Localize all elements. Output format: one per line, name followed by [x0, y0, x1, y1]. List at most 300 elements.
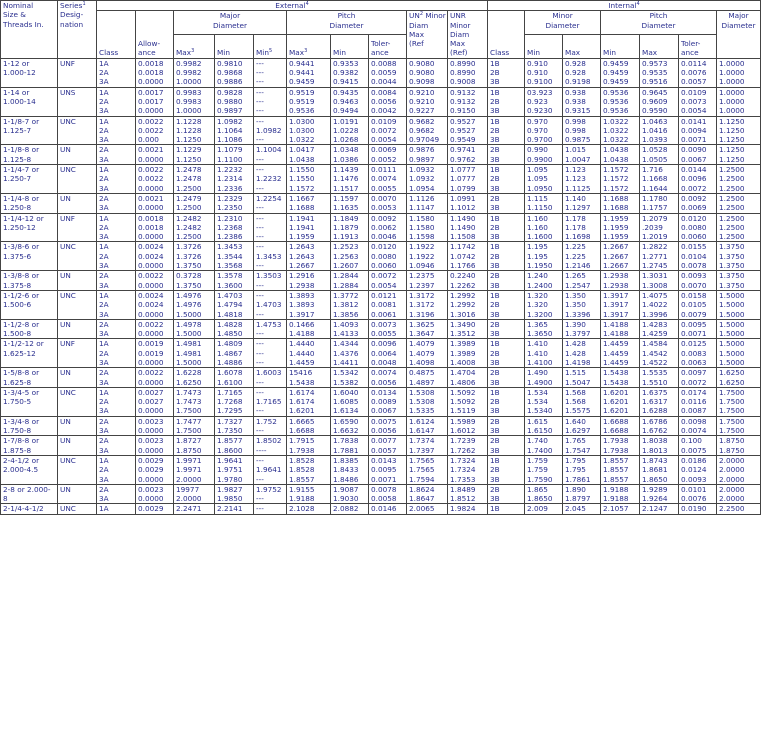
- cell-series: UN: [58, 193, 97, 213]
- cell-ext-tolerance: 0.0069 0.0052: [369, 145, 407, 165]
- cell-ext-major-min5: ---: [254, 504, 287, 514]
- cell-nominal-size: 2-4-1/2 or 2.000-4.5: [1, 455, 58, 484]
- cell-int-tolerance: 0.100 0.0075: [679, 436, 717, 456]
- cell-ext-major-max: 1.2479 1.2500: [174, 193, 215, 213]
- cell-un-minor-max: 1.4079 1.4079 1.4098: [407, 339, 448, 368]
- cell-int-tolerance: 0.0098 0.0074: [679, 416, 717, 436]
- cell-series: UNC: [58, 504, 97, 514]
- cell-ext-pitch-min: 1.2844 1.2884: [331, 271, 369, 291]
- cell-ext-major-min: 2.2141: [215, 504, 254, 514]
- cell-int-minor-min: 1.490 1.4900: [525, 368, 563, 388]
- cell-ext-class: 2A 3A: [97, 319, 136, 339]
- cell-series: UN: [58, 271, 97, 291]
- header-internal-sup: 4: [636, 1, 640, 7]
- table-row: [1, 455, 761, 484]
- cell-int-pitch-max: 1.0528 1.0505: [640, 145, 679, 165]
- cell-ext-major-min5: 1.6003 ---: [254, 368, 287, 388]
- cell-int-pitch-min: 1.4459 1.4459 1.4459: [601, 339, 640, 368]
- cell-nominal-size: 1-1/8-8 or 1.125-8: [1, 145, 58, 165]
- header-ext-major-max-sup: 3: [191, 48, 195, 55]
- cell-nominal-size: 1-1/2-8 or 1.500-8: [1, 319, 58, 339]
- cell-int-pitch-max: 1.4075 1.4022 1.3996: [640, 290, 679, 319]
- header-int-minor-min: Min: [525, 35, 563, 59]
- header-int-class: Class: [488, 35, 525, 59]
- cell-ext-tolerance: 0.0143 0.0095 0.0071: [369, 455, 407, 484]
- header-ext-pitch-max: [287, 35, 331, 59]
- cell-int-minor-min: 1.240 1.2400: [525, 271, 563, 291]
- cell-int-minor-max: 1.015 1.0047: [563, 145, 601, 165]
- header-ext-major-min: Min: [215, 35, 254, 59]
- cell-int-major-min: 1.0000 1.0000 1.0000: [717, 58, 761, 87]
- cell-int-tolerance: 0.0109 0.0073 0.0054: [679, 87, 717, 116]
- cell-int-pitch-min: 1.0322 1.0322 1.0322: [601, 116, 640, 145]
- cell-int-tolerance: 0.0093 0.0070: [679, 271, 717, 291]
- header-un-minor-b: Minor Diam Max (Ref: [409, 11, 446, 49]
- cell-ext-pitch-min: 0.9353 0.9382 0.9415: [331, 58, 369, 87]
- cell-ext-pitch-min: 1.3772 1.3812 1.3856: [331, 290, 369, 319]
- cell-int-pitch-max: 1.3031 1.3008: [640, 271, 679, 291]
- cell-nominal-size: 1-12 or 1.000-12: [1, 58, 58, 87]
- cell-int-tolerance: 0.0114 0.0076 0.0057: [679, 58, 717, 87]
- cell-unr-minor-max: 0.2240 1.2262: [448, 271, 488, 291]
- cell-int-minor-min: 1.410 1.410 1.4100: [525, 339, 563, 368]
- cell-int-pitch-min: 0.9536 0.9536 0.9536: [601, 87, 640, 116]
- cell-int-pitch-max: 1.8743 1.8681 1.8650: [640, 455, 679, 484]
- cell-ext-allowance: 0.0018 0.0018 0.0000: [136, 58, 174, 87]
- cell-nominal-size: 1-3/4-8 or 1.750-8: [1, 416, 58, 436]
- cell-ext-major-min5: --- 1.9641 ---: [254, 455, 287, 484]
- header-int-class-spacer: [488, 11, 525, 35]
- header-series-label: Series: [60, 1, 83, 10]
- cell-int-class: 2B 3B: [488, 145, 525, 165]
- cell-int-tolerance: 0.0141 0.0094 0.0071: [679, 116, 717, 145]
- cell-int-minor-min: 1.534 1.534 1.5340: [525, 387, 563, 416]
- cell-ext-allowance: 0.0022 0.0000: [136, 271, 174, 291]
- cell-ext-major-min: 1.2232 1.2314 1.2336: [215, 165, 254, 194]
- cell-ext-major-min5: 1.1004 ---: [254, 145, 287, 165]
- cell-ext-allowance: 0.0019 0.0019 0.0000: [136, 339, 174, 368]
- cell-nominal-size: 1-5/8-8 or 1.625-8: [1, 368, 58, 388]
- cell-int-pitch-min: 1.0438 1.0438: [601, 145, 640, 165]
- cell-unr-minor-max: 1.0777 1.0777 1.0799: [448, 165, 488, 194]
- cell-int-major-min: 1.7500 1.7500: [717, 416, 761, 436]
- header-int-tolerance: Toler- ance: [679, 35, 717, 59]
- cell-int-minor-max: 1.225 1.225 1.2146: [563, 242, 601, 271]
- cell-ext-class: 1A 2A 3A: [97, 58, 136, 87]
- header-external-sup: 4: [305, 1, 309, 7]
- cell-un-minor-max: 1.5308 1.5308 1.5335: [407, 387, 448, 416]
- cell-series: UNF: [58, 339, 97, 368]
- cell-ext-pitch-min: 1.1849 1.1879 1.1913: [331, 213, 369, 242]
- cell-nominal-size: 1-1/4-8 or 1.250-8: [1, 193, 58, 213]
- cell-int-pitch-max: 2.1247: [640, 504, 679, 514]
- cell-int-minor-min: 0.910 0.910 0.9100: [525, 58, 563, 87]
- cell-nominal-size: 1-1/2-12 or 1.625-12: [1, 339, 58, 368]
- header-ext-class: Class: [97, 35, 136, 59]
- cell-int-pitch-max: 1.6375 1.6317 1.6288: [640, 387, 679, 416]
- cell-un-minor-max: 0.9682 0.9682 0.97049: [407, 116, 448, 145]
- cell-int-major-min: 1.0000 1.0000 1.0000: [717, 87, 761, 116]
- cell-ext-pitch-max: 1.0417 1.0438: [287, 145, 331, 165]
- cell-int-minor-max: 0.938 0.938 0.9315: [563, 87, 601, 116]
- cell-un-minor-max: 1.1580 1.1580 1.1598: [407, 213, 448, 242]
- cell-ext-tolerance: 0.0092 0.0062 0.0046: [369, 213, 407, 242]
- cell-ext-major-min5: --- --- ---: [254, 339, 287, 368]
- table-body: [1, 58, 761, 514]
- cell-ext-tolerance: 0.0120 0.0080 0.0060: [369, 242, 407, 271]
- cell-ext-pitch-max: 1.1550 1.1550 1.1572: [287, 165, 331, 194]
- cell-int-minor-min: 1.195 1.195 1.1950: [525, 242, 563, 271]
- cell-int-minor-min: 2.009: [525, 504, 563, 514]
- cell-int-pitch-min: 1.8557 1.8557 1.8557: [601, 455, 640, 484]
- cell-int-major-min: 1.3750 1.3750: [717, 271, 761, 291]
- cell-int-pitch-max: 1.8038 1.8013: [640, 436, 679, 456]
- table-row: [1, 387, 761, 416]
- cell-ext-major-min5: --- 1.3453 ---: [254, 242, 287, 271]
- header-internal-label: Internal: [608, 1, 637, 10]
- cell-ext-major-min5: 1.3503 ---: [254, 271, 287, 291]
- cell-ext-class: 2A 3A: [97, 368, 136, 388]
- header-ext-major-min5-sup: 5: [268, 48, 273, 55]
- cell-un-minor-max: 0.9080 0.9080 0.9098: [407, 58, 448, 87]
- cell-int-class: 1B 2B 3B: [488, 242, 525, 271]
- cell-ext-major-min: 1.3453 1.3544 1.3568: [215, 242, 254, 271]
- cell-int-class: 1B: [488, 504, 525, 514]
- cell-series: UN: [58, 416, 97, 436]
- header-ext-tolerance: Toler- ance: [369, 35, 407, 59]
- cell-int-class: 1B 2B 3B: [488, 58, 525, 87]
- cell-int-minor-min: 1.320 1.320 1.3200: [525, 290, 563, 319]
- cell-int-pitch-max: 0.9573 0.9535 0.9516: [640, 58, 679, 87]
- cell-ext-allowance: 0.0023 0.0000: [136, 436, 174, 456]
- cell-ext-major-min: 0.9828 0.9880 0.9897: [215, 87, 254, 116]
- header-un-minor: [407, 11, 448, 58]
- table-row: [1, 504, 761, 514]
- cell-ext-major-min5: --- --- ---: [254, 213, 287, 242]
- table-row: [1, 339, 761, 368]
- cell-un-minor-max: 0.4875 1.4897: [407, 368, 448, 388]
- cell-ext-major-min: 1.8577 1.8600: [215, 436, 254, 456]
- cell-ext-class: 1A 2A 3A: [97, 387, 136, 416]
- header-int-major-diameter: Major Diameter: [717, 11, 761, 58]
- header-ext-class-spacer: [97, 11, 136, 35]
- cell-ext-pitch-max: 1.1941 1.1941 1.1959: [287, 213, 331, 242]
- cell-ext-major-min: 1.1079 1.1100: [215, 145, 254, 165]
- cell-ext-major-min5: 1.9752 ---: [254, 484, 287, 504]
- cell-ext-tolerance: 0.0146: [369, 504, 407, 514]
- cell-ext-allowance: 0.0022 0.0022 0.000: [136, 116, 174, 145]
- cell-ext-pitch-max: 1.1667 1.1688: [287, 193, 331, 213]
- cell-int-class: 1B 2B 3B: [488, 213, 525, 242]
- cell-int-major-min: 2.0000 2.0000 2.0000: [717, 455, 761, 484]
- header-ext-major-min5-label: Min: [256, 48, 269, 58]
- cell-int-minor-max: 1.515 1.5047: [563, 368, 601, 388]
- cell-ext-pitch-max: 15416 1.5438: [287, 368, 331, 388]
- cell-ext-pitch-min: 1.6040 1.6085 1.6134: [331, 387, 369, 416]
- cell-ext-class: 2A 3A: [97, 145, 136, 165]
- header-ext-pitch-max-sup: 3: [304, 48, 308, 55]
- cell-ext-allowance: 0.0023 0.0000: [136, 484, 174, 504]
- header-ext-major-max-label: Max: [176, 48, 192, 58]
- cell-ext-pitch-min: 1.7838 1.7881: [331, 436, 369, 456]
- table-row: [1, 416, 761, 436]
- cell-ext-major-min5: 1.752 ---: [254, 416, 287, 436]
- cell-series: UNF: [58, 58, 97, 87]
- cell-ext-pitch-max: 0.9441 0.9441 0.9459: [287, 58, 331, 87]
- cell-int-pitch-min: 1.7938 1.7938: [601, 436, 640, 456]
- cell-ext-class: 1A 2A 3A: [97, 165, 136, 194]
- cell-int-major-min: 1.3750 1.3750 1.3750: [717, 242, 761, 271]
- cell-int-class: 1B 2B 3B: [488, 455, 525, 484]
- header-int-minor-max: Max: [563, 35, 601, 59]
- header-ext-pitch-max-label: Max: [289, 48, 305, 58]
- cell-ext-allowance: 0.0018 0.0018 0.0000: [136, 213, 174, 242]
- cell-series: UNC: [58, 242, 97, 271]
- header-external: [97, 1, 488, 11]
- cell-int-minor-max: 1.890 1.8797: [563, 484, 601, 504]
- cell-series: UNS: [58, 87, 97, 116]
- cell-ext-pitch-min: 1.6590 1.6632: [331, 416, 369, 436]
- cell-int-major-min: 1.1250 1.1250: [717, 145, 761, 165]
- cell-series: UN: [58, 368, 97, 388]
- cell-ext-major-max: 19977 2.0000: [174, 484, 215, 504]
- cell-int-class: 2B 3B: [488, 319, 525, 339]
- cell-ext-major-min: 1.2329 1.2350: [215, 193, 254, 213]
- cell-int-pitch-min: 1.6201 1.6201 1.6201: [601, 387, 640, 416]
- cell-nominal-size: 1-3/8-8 or 1.375-8: [1, 271, 58, 291]
- cell-nominal-size: 2-1/4-4-1/2: [1, 504, 58, 514]
- cell-ext-class: 2A 3A: [97, 193, 136, 213]
- cell-int-pitch-min: 1.4188 1.4188: [601, 319, 640, 339]
- header-ext-allow-spacer: [136, 11, 174, 35]
- header-external-label: External: [275, 1, 306, 10]
- cell-ext-major-max: 0.3728 1.3750: [174, 271, 215, 291]
- header-ext-pitch-diameter: Pitch Diameter: [287, 11, 407, 35]
- cell-nominal-size: 1-3/8-6 or 1.375-6: [1, 242, 58, 271]
- cell-ext-major-max: 1.9971 1.9971 2.0000: [174, 455, 215, 484]
- cell-ext-major-max: 1.7473 1.7473 1.7500: [174, 387, 215, 416]
- header-nominal-size: Nominal Size & Threads In.: [1, 1, 58, 59]
- cell-ext-pitch-min: 1.4344 1.4376 1.4411: [331, 339, 369, 368]
- cell-int-class: 1B 2B 3B: [488, 339, 525, 368]
- cell-series: UNF: [58, 213, 97, 242]
- cell-ext-allowance: 0.0024 0.0024 0.0000: [136, 242, 174, 271]
- table-row: [1, 484, 761, 504]
- cell-int-class: 1B 2B 3B: [488, 116, 525, 145]
- cell-ext-major-max: 2.2471: [174, 504, 215, 514]
- cell-ext-pitch-min: 1.9087 1.9030: [331, 484, 369, 504]
- cell-nominal-size: 1-1/4-12 or 1.250-12: [1, 213, 58, 242]
- cell-nominal-size: 1-1/8-7 or 1.125-7: [1, 116, 58, 145]
- cell-int-pitch-max: 1.716 1.1668 1.1644: [640, 165, 679, 194]
- cell-int-pitch-max: 1.1780 1.1757: [640, 193, 679, 213]
- cell-ext-major-min: 1.7165 1.7268 1.7295: [215, 387, 254, 416]
- cell-int-pitch-min: 1.2938 1.2938: [601, 271, 640, 291]
- cell-int-tolerance: 0.0174 0.0116 0.0087: [679, 387, 717, 416]
- cell-int-major-min: 1.2500 1.2500 1.2500: [717, 213, 761, 242]
- header-ext-major-diameter: Major Diameter: [174, 11, 287, 35]
- cell-int-major-min: 1.1250 1.1250 1.1250: [717, 116, 761, 145]
- cell-ext-major-max: 1.3726 1.3726 1.3750: [174, 242, 215, 271]
- header-series-sup: 1: [82, 1, 86, 7]
- cell-unr-minor-max: 0.9741 0.9762: [448, 145, 488, 165]
- cell-int-tolerance: 0.0092 0.0069: [679, 193, 717, 213]
- cell-int-minor-min: 1.865 1.8650: [525, 484, 563, 504]
- cell-unr-minor-max: 0.8990 0.8990 0.9008: [448, 58, 488, 87]
- cell-ext-pitch-max: 2.1028: [287, 504, 331, 514]
- cell-ext-tolerance: 0.0096 0.0064 0.0048: [369, 339, 407, 368]
- cell-ext-tolerance: 0.0088 0.0059 0.0044: [369, 58, 407, 87]
- cell-ext-pitch-min: 1.5342 1.5382: [331, 368, 369, 388]
- header-int-pitch-max: Max: [640, 35, 679, 59]
- cell-int-minor-max: 0.928 0.928 0.9198: [563, 58, 601, 87]
- table-row: [1, 165, 761, 194]
- cell-ext-major-min: 1.7327 1.7350: [215, 416, 254, 436]
- cell-ext-major-min5: --- 1.7165 ---: [254, 387, 287, 416]
- cell-ext-tolerance: 0.0075 0.0056: [369, 416, 407, 436]
- cell-int-minor-min: 1.365 1.3650: [525, 319, 563, 339]
- cell-ext-major-max: 1.4981 1.4981 1.5000: [174, 339, 215, 368]
- cell-int-major-min: 1.2500 1.2500 1.2500: [717, 165, 761, 194]
- cell-int-class: 2B 3B: [488, 484, 525, 504]
- header-internal: [488, 1, 761, 11]
- cell-unr-minor-max: 1.9824: [448, 504, 488, 514]
- cell-int-pitch-max: 1.9289 1.9264: [640, 484, 679, 504]
- header-ext-major-min5: [254, 35, 287, 59]
- cell-ext-major-min5: --- 1.2232 ---: [254, 165, 287, 194]
- cell-nominal-size: 1-14 or 1.000-14: [1, 87, 58, 116]
- cell-ext-pitch-min: 1.0348 1.0386: [331, 145, 369, 165]
- cell-int-pitch-min: 0.9459 0.9459 0.9459: [601, 58, 640, 87]
- table-row: [1, 319, 761, 339]
- cell-int-tolerance: 0.0144 0.0096 0.0072: [679, 165, 717, 194]
- cell-unr-minor-max: 1.5092 1.5092 1.5119: [448, 387, 488, 416]
- header-int-minor-diameter: Minor Diameter: [525, 11, 601, 35]
- cell-ext-class: 1A 2A 3A: [97, 116, 136, 145]
- cell-ext-pitch-max: 1.6174 1.6174 1.6201: [287, 387, 331, 416]
- cell-unr-minor-max: 0.9132 0.9132 0.9150: [448, 87, 488, 116]
- cell-ext-tolerance: 0.0121 0.0081 0.0061: [369, 290, 407, 319]
- cell-int-major-min: 2.0000 2.0000: [717, 484, 761, 504]
- header-ext-major-max: [174, 35, 215, 59]
- cell-int-pitch-min: 1.1959 1.1959 1.1959: [601, 213, 640, 242]
- cell-int-minor-max: 1.178 1.178 1.1698: [563, 213, 601, 242]
- cell-ext-allowance: 0.0029 0.0029 0.0000: [136, 455, 174, 484]
- cell-unr-minor-max: 1.8489 1.8512: [448, 484, 488, 504]
- cell-ext-tolerance: 0.0078 0.0058: [369, 484, 407, 504]
- cell-int-class: 1B 2B 3B: [488, 290, 525, 319]
- cell-un-minor-max: 1.7374 1.7397: [407, 436, 448, 456]
- cell-nominal-size: 1-3/4-5 or 1.750-5: [1, 387, 58, 416]
- cell-int-minor-min: 1.160 1.160 1.1600: [525, 213, 563, 242]
- cell-int-pitch-min: 1.1572 1.1572 1.1572: [601, 165, 640, 194]
- cell-un-minor-max: 1.3625 1.3647: [407, 319, 448, 339]
- cell-ext-major-min5: --- --- ---: [254, 87, 287, 116]
- cell-ext-major-max: 1.1228 1.1228 1.1250: [174, 116, 215, 145]
- cell-ext-class: 2A 3A: [97, 271, 136, 291]
- cell-nominal-size: 1-1/2-6 or 1.500-6: [1, 290, 58, 319]
- cell-series: UN: [58, 436, 97, 456]
- cell-ext-pitch-max: 1.2643 1.2643 1.2667: [287, 242, 331, 271]
- cell-ext-class: 1A 2A 3A: [97, 290, 136, 319]
- cell-ext-tolerance: 0.0070 0.0053: [369, 193, 407, 213]
- cell-ext-major-min: 1.0982 1.1064 1.1086: [215, 116, 254, 145]
- cell-int-minor-max: 1.765 1.7547: [563, 436, 601, 456]
- cell-series: UNC: [58, 290, 97, 319]
- cell-ext-major-max: 1.2482 1.2482 1.2500: [174, 213, 215, 242]
- cell-int-minor-min: 03.923 0.923 0.9230: [525, 87, 563, 116]
- table-row: [1, 368, 761, 388]
- header-designation: Desig- nation: [60, 10, 84, 29]
- cell-ext-major-max: 1.8727 1.8750: [174, 436, 215, 456]
- cell-int-pitch-max: 1.4584 1.4542 1.4522: [640, 339, 679, 368]
- cell-ext-major-min: 1.4703 1.4794 1.4818: [215, 290, 254, 319]
- cell-ext-major-min5: --- 1.4703 ---: [254, 290, 287, 319]
- cell-ext-pitch-max: 1.2916 1.2938: [287, 271, 331, 291]
- cell-int-pitch-min: 1.2667 1.2667 1.2667: [601, 242, 640, 271]
- cell-ext-major-min: 0.9810 0.9868 0.9886: [215, 58, 254, 87]
- cell-series: UN: [58, 484, 97, 504]
- cell-ext-major-max: 1.6228 1.6250: [174, 368, 215, 388]
- cell-un-minor-max: 1.1922 1.1922 1.0946: [407, 242, 448, 271]
- cell-int-minor-max: 2.045: [563, 504, 601, 514]
- cell-ext-tolerance: 0.0111 0.0074 0.0055: [369, 165, 407, 194]
- cell-int-class: 2B 3B: [488, 368, 525, 388]
- cell-ext-pitch-min: 1.1439 1.1476 1.1517: [331, 165, 369, 194]
- cell-int-pitch-max: 0.9645 0.9609 0.9590: [640, 87, 679, 116]
- table-row: [1, 58, 761, 87]
- header-ext-pitch-min: Min: [331, 35, 369, 59]
- cell-int-minor-max: 1.350 1.350 1.3396: [563, 290, 601, 319]
- cell-int-pitch-max: 1.5535 1.5510: [640, 368, 679, 388]
- cell-series: UN: [58, 145, 97, 165]
- cell-unr-minor-max: 1.3490 1.3512: [448, 319, 488, 339]
- cell-ext-pitch-min: 1.1597 1.1635: [331, 193, 369, 213]
- cell-int-major-min: 2.2500: [717, 504, 761, 514]
- cell-int-minor-max: 1.265 1.2547: [563, 271, 601, 291]
- cell-ext-major-max: 1.1229 1.1250: [174, 145, 215, 165]
- cell-ext-major-max: 0.9983 0.9983 1.0000: [174, 87, 215, 116]
- cell-int-major-min: 1.5000 1.5000: [717, 319, 761, 339]
- cell-unr-minor-max: 1.5989 1.6012: [448, 416, 488, 436]
- cell-int-tolerance: 0.0097 0.0072: [679, 368, 717, 388]
- cell-unr-minor-max: 1.2992 1.2992 1.3016: [448, 290, 488, 319]
- cell-int-pitch-max: 1.6786 1.6762: [640, 416, 679, 436]
- header-un-minor-a: UN: [409, 11, 420, 21]
- cell-int-pitch-min: 1.9188 1.9188: [601, 484, 640, 504]
- cell-ext-major-max: 1.2478 1.2478 1.2500: [174, 165, 215, 194]
- cell-int-class: 1B 2B 3B: [488, 87, 525, 116]
- cell-ext-allowance: 0.0017 0.0017 0.0000: [136, 87, 174, 116]
- header-int-pitch-min: Min: [601, 35, 640, 59]
- cell-int-tolerance: 0.0186 0.0124 0.0093: [679, 455, 717, 484]
- table-row: [1, 271, 761, 291]
- cell-ext-class: 2A 3A: [97, 436, 136, 456]
- cell-un-minor-max: 0.9210 0.9210 0.9227: [407, 87, 448, 116]
- cell-ext-tolerance: 0.0077 0.0057: [369, 436, 407, 456]
- cell-nominal-size: 1-7/8-8 or 1.875-8: [1, 436, 58, 456]
- cell-ext-pitch-max: 1.4440 1.4440 1.4459: [287, 339, 331, 368]
- cell-ext-pitch-max: 1.6665 1.6688: [287, 416, 331, 436]
- cell-int-minor-max: 1.428 1.428 1.4198: [563, 339, 601, 368]
- table-row: [1, 193, 761, 213]
- cell-ext-major-min: 1.4809 1.4867 1.4886: [215, 339, 254, 368]
- cell-int-tolerance: 0.0155 0.0104 0.0078: [679, 242, 717, 271]
- cell-int-minor-max: 1.390 1.3797: [563, 319, 601, 339]
- cell-ext-pitch-max: 1.7915 1.7938: [287, 436, 331, 456]
- cell-int-minor-min: 1.095 1.095 1.0950: [525, 165, 563, 194]
- cell-ext-pitch-max: 1.9155 1.9188: [287, 484, 331, 504]
